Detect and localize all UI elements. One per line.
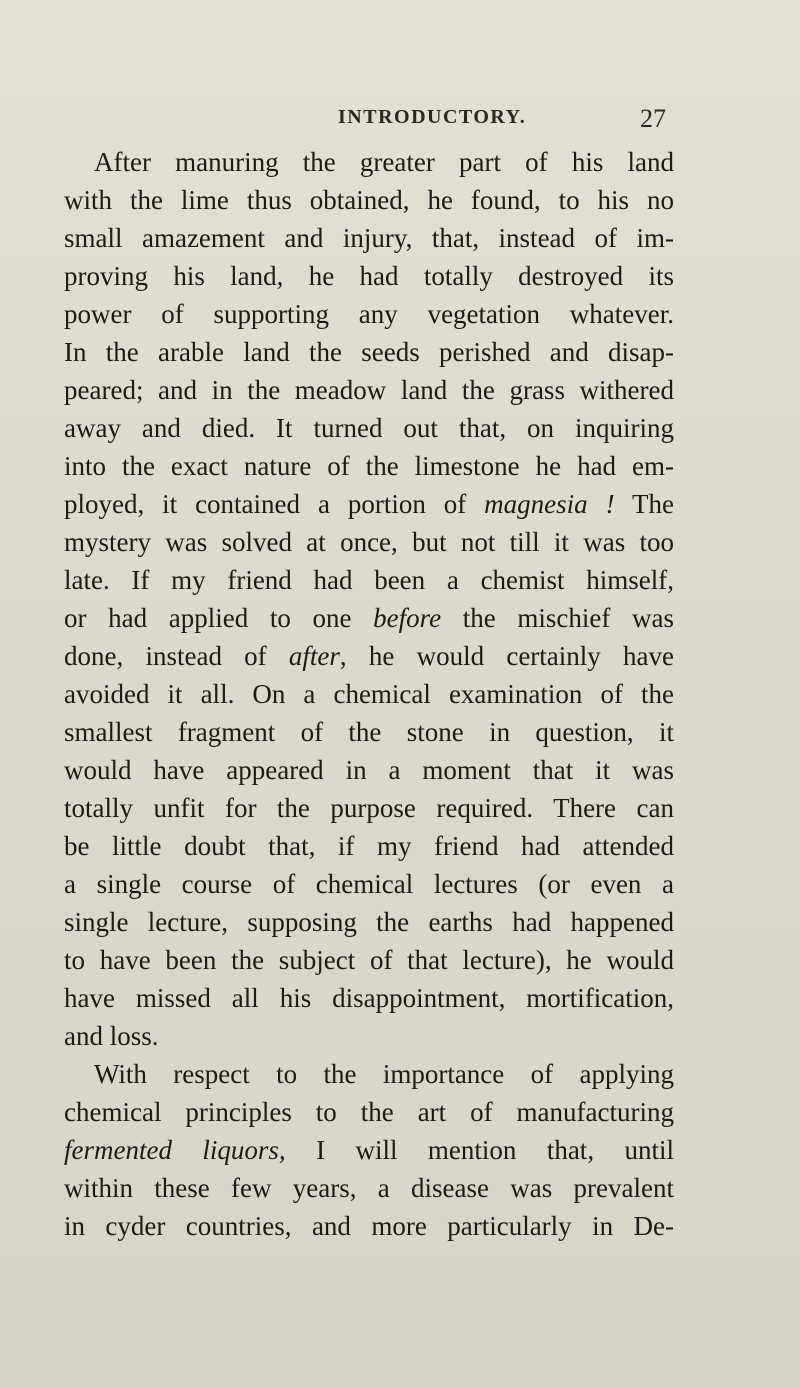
text-line: would have appeared in a moment that it was xyxy=(64,755,674,785)
running-title: INTRODUCTORY. xyxy=(338,106,527,128)
text-line: chemical principles to the art of manufacturing xyxy=(64,1097,674,1127)
text-line: ployed, it contained a portion of magnesia ! The xyxy=(64,489,674,519)
text-line: single lecture, supposing the earths had happened xyxy=(64,907,674,937)
text-line: or had applied to one before the mischief was xyxy=(64,603,674,633)
text-line: and loss. xyxy=(64,1021,159,1051)
text-line: done, instead of after, he would certainly have xyxy=(64,641,674,671)
text-line: be little doubt that, if my friend had attended xyxy=(64,831,674,861)
running-head xyxy=(0,106,800,136)
text-line: into the exact nature of the limestone he had em- xyxy=(64,451,674,481)
page-number: 27 xyxy=(640,104,666,133)
text-line: in cyder countries, and more particularly in De- xyxy=(64,1211,674,1241)
body-text xyxy=(64,143,674,1245)
italic-phrase: fermented liquors, xyxy=(64,1135,286,1165)
text-line: small amazement and injury, that, instead of im- xyxy=(64,223,674,253)
text-line: With respect to the importance of applying xyxy=(94,1059,674,1089)
italic-word: after xyxy=(288,641,340,671)
text-line: within these few years, a disease was prevalent xyxy=(64,1173,674,1203)
text-line: totally unfit for the purpose required. There can xyxy=(64,793,674,823)
text-line: late. If my friend had been a chemist himself, xyxy=(64,565,674,595)
italic-word: magnesia ! xyxy=(484,489,615,519)
text-line: a single course of chemical lectures (or even a xyxy=(64,869,674,899)
text-line: smallest fragment of the stone in question, it xyxy=(64,717,674,747)
text-line: peared; and in the meadow land the grass withered xyxy=(64,375,674,405)
text-line: mystery was solved at once, but not till it was too xyxy=(64,527,674,557)
text-line: to have been the subject of that lecture), he would xyxy=(64,945,674,975)
text-line: away and died. It turned out that, on inquiring xyxy=(64,413,674,443)
text-line: power of supporting any vegetation whatever. xyxy=(64,299,674,329)
text-line: have missed all his disappointment, mortification, xyxy=(64,983,674,1013)
text-line: In the arable land the seeds perished and disap- xyxy=(64,337,674,367)
text-line: with the lime thus obtained, he found, to his no xyxy=(64,185,674,215)
text-line: proving his land, he had totally destroyed its xyxy=(64,261,674,291)
italic-word: before xyxy=(373,603,442,633)
text-line: avoided it all. On a chemical examination of the xyxy=(64,679,674,709)
text-line: fermented liquors, I will mention that, until xyxy=(64,1135,674,1165)
text-line: After manuring the greater part of his land xyxy=(94,147,674,177)
